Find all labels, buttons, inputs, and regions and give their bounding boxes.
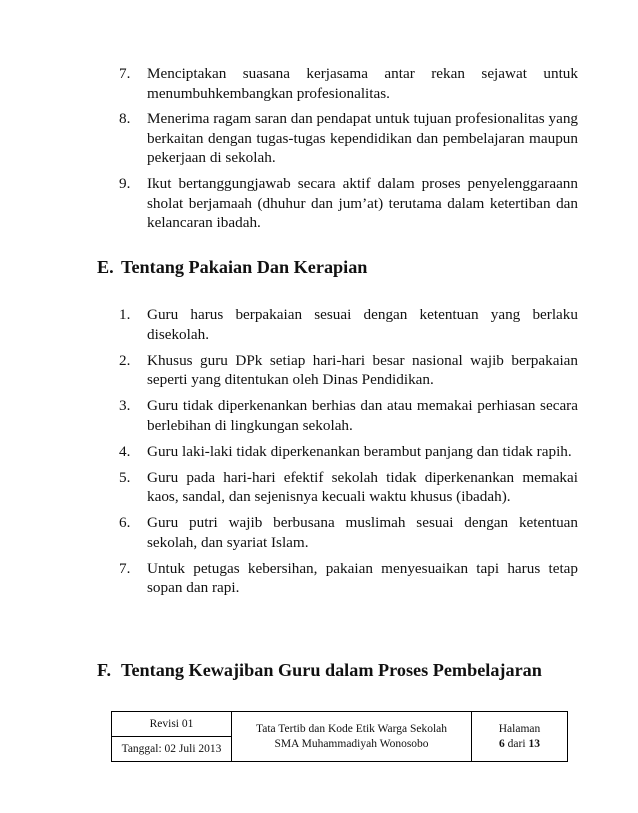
item-text: Menciptakan suasana kerjasama antar rekan sejawat untuk menumbuhkembangkan profesionalitas. xyxy=(147,65,578,102)
page-indicator xyxy=(472,737,567,752)
item-number: 7. xyxy=(119,65,131,82)
list-item xyxy=(119,174,578,233)
list-item xyxy=(119,305,578,344)
page-of: dari xyxy=(507,737,526,750)
list-item xyxy=(119,559,578,598)
item-text: Ikut bertanggungjawab secara aktif dalam proses penyelenggaraann sholat berjamaah (dhuhur dan jum’at) terutama dalam ketertiban dan kelancaran ibadah. xyxy=(147,174,578,232)
item-text: Khusus guru DPk setiap hari-hari besar nasional wajib berpakaian seperti yang ditentukan oleh Dinas Pendidikan. xyxy=(147,351,578,389)
section-e-heading xyxy=(97,256,367,278)
item-number: 1. xyxy=(119,306,131,323)
list-item xyxy=(119,109,578,168)
list-item xyxy=(119,513,578,552)
item-text: Guru laki-laki tidak diperkenankan berambut panjang dan tidak rapih. xyxy=(147,442,572,460)
section-title: Tentang Kewajiban Guru dalam Proses Pembelajaran xyxy=(121,660,542,680)
continued-list xyxy=(119,64,578,239)
section-f-heading xyxy=(97,659,542,681)
item-text: Untuk petugas kebersihan, pakaian menyesuaikan tapi harus tetap sopan dan rapi. xyxy=(147,559,578,597)
list-item xyxy=(119,396,578,435)
item-number: 2. xyxy=(119,351,131,369)
item-text: Guru putri wajib berbusana muslimah sesuai dengan ketentuan sekolah, dan syariat Islam. xyxy=(147,514,578,551)
item-number: 7. xyxy=(119,559,131,577)
item-text: Guru pada hari-hari efektif sekolah tidak diperkenankan memakai kaos, sandal, dan sejenisnya kecuali waktu khusus (ibadah). xyxy=(147,468,578,506)
document-title-cell xyxy=(232,712,472,762)
item-number: 9. xyxy=(119,174,131,192)
item-number: 6. xyxy=(119,514,131,532)
total-pages: 13 xyxy=(528,737,540,750)
item-text: Guru tidak diperkenankan berhias dan atau memakai perhiasan secara berlebihan di lingkungan sekolah. xyxy=(147,397,578,434)
section-title: Tentang Pakaian Dan Kerapian xyxy=(121,257,368,277)
school-name-line: SMA Muhammadiyah Wonosobo xyxy=(274,737,429,750)
document-footer-table xyxy=(111,711,568,762)
item-text: Guru harus berpakaian sesuai dengan ketentuan yang berlaku disekolah. xyxy=(147,306,578,343)
document-title-line: Tata Tertib dan Kode Etik Warga Sekolah xyxy=(256,722,447,735)
date-cell: Tanggal: 02 Juli 2013 xyxy=(112,737,232,762)
current-page: 6 xyxy=(499,737,505,750)
item-number: 8. xyxy=(119,110,131,128)
item-number: 3. xyxy=(119,397,131,415)
list-item xyxy=(119,351,578,390)
item-number: 4. xyxy=(119,442,131,460)
section-letter: E. xyxy=(97,257,114,277)
item-number: 5. xyxy=(119,468,131,486)
section-e-list xyxy=(119,305,578,604)
list-item xyxy=(119,468,578,507)
item-text: Menerima ragam saran dan pendapat untuk tujuan profesionalitas yang berkaitan dengan tugas-tugas kependidikan dan pembelajaran maupun pekerjaan di sekolah. xyxy=(147,110,579,167)
list-item xyxy=(119,64,578,103)
revision-cell: Revisi 01 xyxy=(112,712,232,737)
list-item xyxy=(119,442,578,462)
section-letter: F. xyxy=(97,660,111,680)
page-label: Halaman xyxy=(498,722,541,735)
page-number-cell xyxy=(472,712,568,762)
